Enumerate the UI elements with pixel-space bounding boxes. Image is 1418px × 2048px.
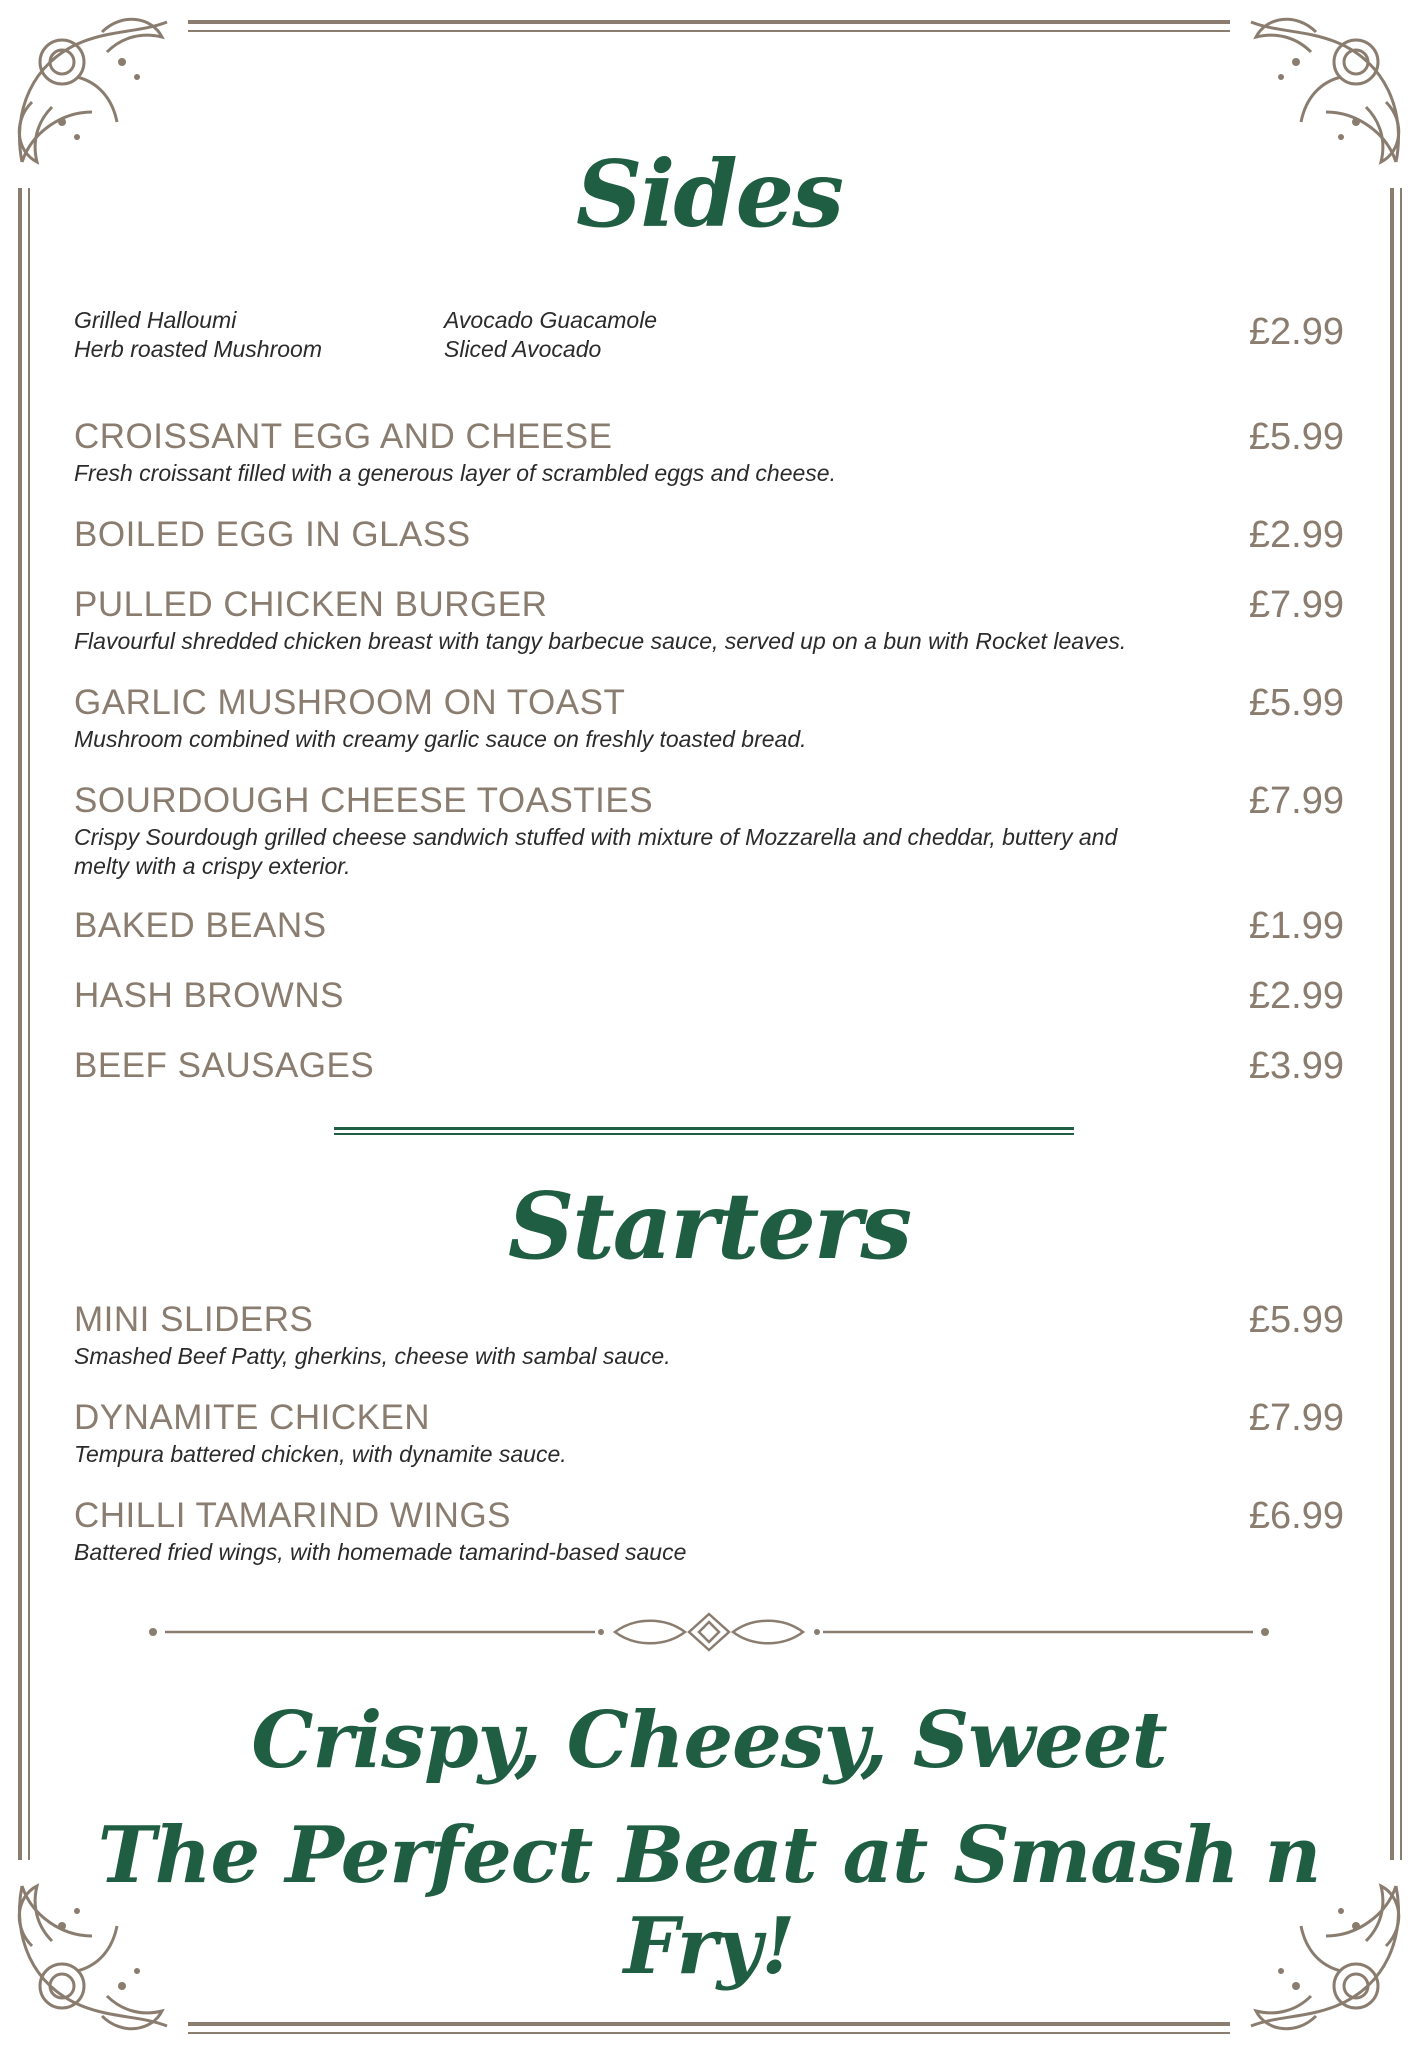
item-description: Flavourful shredded chicken breast with tangy barbecue sauce, served up on a bun with Rocket leaves. (74, 628, 1127, 654)
starters-heading: Starters (507, 1172, 911, 1280)
item-description: Mushroom combined with creamy garlic sauce on freshly toasted bread. (74, 726, 807, 752)
item-description: Smashed Beef Patty, gherkins, cheese with sambal sauce. (74, 1343, 671, 1369)
menu-item (74, 904, 1344, 948)
menu-item (74, 681, 1344, 754)
ornament-divider (145, 1612, 1273, 1652)
combo-price: £2.99 (1248, 311, 1344, 353)
item-description: Crispy Sourdough grilled cheese sandwich stuffed with mixture of Mozzarella and cheddar, buttery and melty with a crispy exterior. (74, 824, 1118, 879)
combo-item: Grilled Halloumi (74, 307, 237, 333)
item-name: BOILED EGG IN GLASS (74, 515, 471, 554)
combo-item: Avocado Guacamole (444, 307, 658, 333)
item-description: Fresh croissant filled with a generous layer of scrambled eggs and cheese. (74, 460, 836, 486)
item-name: BEEF SAUSAGES (74, 1046, 375, 1085)
item-name: GARLIC MUSHROOM ON TOAST (74, 683, 626, 722)
frame-top-border (188, 20, 1230, 32)
menu-item (74, 415, 1344, 488)
sides-combo-row (74, 306, 1344, 376)
menu-item (74, 1396, 1344, 1469)
item-price: £3.99 (1248, 1045, 1344, 1087)
frame-right-border (1390, 188, 1402, 1860)
tagline-line-2: The Perfect Beat at Smash n Fry! (97, 1810, 1321, 1992)
sides-heading: Sides (575, 140, 843, 248)
menu-item (74, 974, 1344, 1018)
item-price: £5.99 (1248, 416, 1344, 458)
item-name: SOURDOUGH CHEESE TOASTIES (74, 781, 654, 820)
item-price: £1.99 (1248, 905, 1344, 947)
item-name: PULLED CHICKEN BURGER (74, 585, 548, 624)
sides-combo-left-list (74, 306, 322, 364)
item-price: £7.99 (1248, 584, 1344, 626)
item-price: £7.99 (1248, 780, 1344, 822)
item-price: £2.99 (1248, 975, 1344, 1017)
menu-item (74, 513, 1344, 557)
item-name: HASH BROWNS (74, 976, 344, 1015)
item-description: Tempura battered chicken, with dynamite sauce. (74, 1441, 567, 1467)
item-name: DYNAMITE CHICKEN (74, 1398, 431, 1437)
section-divider (334, 1127, 1074, 1135)
sides-combo-right-list (444, 306, 657, 364)
menu-item (74, 583, 1344, 656)
menu-item (74, 1298, 1344, 1371)
menu-item (74, 1494, 1344, 1567)
item-name: CHILLI TAMARIND WINGS (74, 1496, 512, 1535)
tagline-line-1: Crispy, Cheesy, Sweet (251, 1695, 1167, 1786)
item-name: BAKED BEANS (74, 906, 327, 945)
menu-item (74, 779, 1344, 881)
menu-item (74, 1044, 1344, 1088)
combo-item: Sliced Avocado (444, 336, 602, 362)
item-price: £7.99 (1248, 1397, 1344, 1439)
combo-item: Herb roasted Mushroom (74, 336, 322, 362)
frame-left-border (18, 188, 30, 1860)
item-description: Battered fried wings, with homemade tamarind-based sauce (74, 1539, 687, 1565)
item-name: MINI SLIDERS (74, 1300, 314, 1339)
item-price: £6.99 (1248, 1495, 1344, 1537)
item-name: CROISSANT EGG AND CHEESE (74, 417, 613, 456)
item-price: £2.99 (1248, 514, 1344, 556)
frame-bottom-border (188, 2022, 1230, 2034)
item-price: £5.99 (1248, 682, 1344, 724)
item-price: £5.99 (1248, 1299, 1344, 1341)
